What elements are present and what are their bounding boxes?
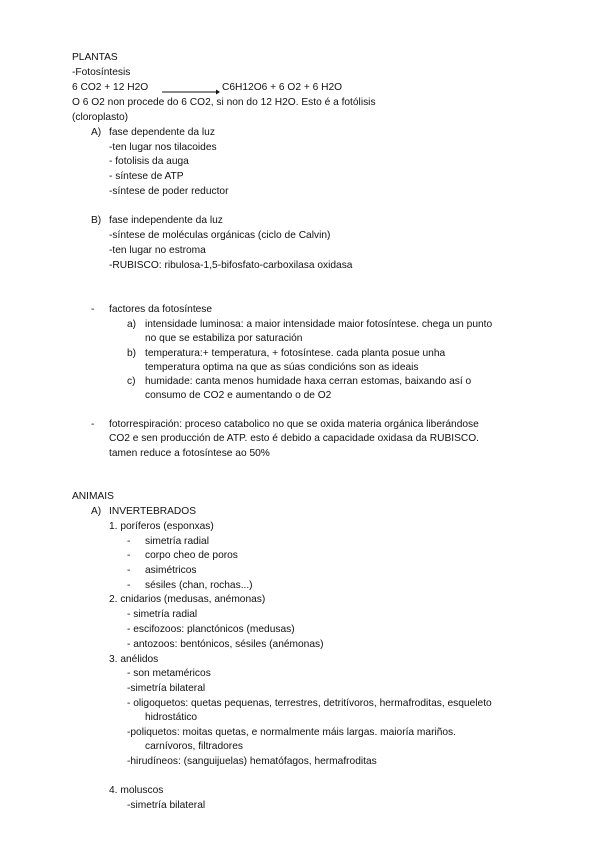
list-item: - antozoos: bentónicos, sésiles (anémonas) bbox=[127, 639, 324, 650]
section-title-plantas: PLANTAS bbox=[72, 52, 118, 63]
factores-title: factores da fotosíntese bbox=[109, 304, 213, 315]
fotorrespiracion-line: CO2 e sen producción de ATP. esto é debido a capacidade oxidasa da RUBISCO. bbox=[109, 433, 479, 444]
reaction-arrow-icon bbox=[162, 88, 220, 96]
factor-luz-line: intensidade luminosa: a maior intensidade maior fotosíntese. chega un punto bbox=[145, 319, 493, 330]
oligoquetos-line: - oligoquetos: quetas pequenas, terrestres, detritívoros, hermafroditas, esqueleto bbox=[127, 698, 492, 709]
fotorrespiracion-line: fotorrespiración: proceso catabolico no que se oxida materia orgánica liberándose bbox=[109, 419, 479, 430]
list-marker: B) bbox=[91, 215, 102, 226]
list-bullet: - bbox=[91, 419, 95, 430]
poliquetos-line: -poliquetos: moitas quetas, e normalmente máis largas. maioría mariños. bbox=[127, 727, 456, 738]
anelidos-title: 3. anélidos bbox=[109, 654, 159, 665]
list-bullet: - bbox=[91, 304, 95, 315]
list-item: -RUBISCO: ribulosa-1,5-bifosfato-carboxilasa oxidasa bbox=[109, 260, 353, 271]
oligoquetos-line: hidrostático bbox=[145, 712, 198, 723]
list-item: - simetría radial bbox=[127, 609, 198, 620]
fase-b-title: fase independente da luz bbox=[109, 215, 223, 226]
list-marker: c) bbox=[127, 376, 136, 387]
list-item: -simetría bilateral bbox=[127, 800, 206, 811]
note-cloroplasto: (cloroplasto) bbox=[72, 112, 129, 123]
list-item: - síntese de ATP bbox=[109, 171, 184, 182]
list-marker: A) bbox=[91, 127, 102, 138]
fotorrespiracion-line: tamen reduce a fotosíntese ao 50% bbox=[109, 448, 270, 459]
list-item: asimétricos bbox=[145, 565, 197, 576]
list-bullet: - bbox=[127, 580, 131, 591]
list-item: -simetría bilateral bbox=[127, 683, 206, 694]
section-title-animais: ANIMAIS bbox=[72, 491, 114, 502]
fase-a-title: fase dependente da luz bbox=[109, 127, 215, 138]
list-item: -ten lugar no estroma bbox=[109, 245, 206, 256]
equation-products: C6H12O6 + 6 O2 + 6 H2O bbox=[222, 82, 343, 93]
note-fotolisis: O 6 O2 non procede do 6 CO2, si non do 12 H2O. Esto é a fotólisis bbox=[72, 97, 376, 108]
hirudineos-line: -hirudíneos: (sanguijuelas) hematófagos, hermafroditas bbox=[127, 756, 377, 767]
factor-luz-line: no que se estabiliza por saturación bbox=[145, 333, 303, 344]
moluscos-title: 4. moluscos bbox=[109, 785, 164, 796]
factor-temperatura-line: temperatura optima na que as súas condicións son as ideais bbox=[145, 362, 419, 373]
list-item: corpo cheo de poros bbox=[145, 550, 238, 561]
factor-humidade-line: humidade: canta menos humidade haxa cerran estomas, baixando así o bbox=[145, 376, 472, 387]
factor-humidade-line: consumo de CO2 e aumentando o de O2 bbox=[145, 390, 332, 401]
list-item: -ten lugar nos tilacoides bbox=[109, 142, 217, 153]
list-marker: b) bbox=[127, 348, 137, 359]
factor-temperatura-line: temperatura:+ temperatura, + fotosíntese. cada planta posue unha bbox=[145, 348, 446, 359]
list-item: sésiles (chan, rochas...) bbox=[145, 580, 253, 591]
invertebrados-title: INVERTEBRADOS bbox=[109, 506, 196, 517]
list-marker: a) bbox=[127, 319, 137, 330]
list-item: -síntese de moléculas orgánicas (ciclo de Calvin) bbox=[109, 230, 331, 241]
list-item: - escifozoos: planctónicos (medusas) bbox=[127, 624, 295, 635]
list-item: simetría radial bbox=[145, 536, 209, 547]
list-marker: A) bbox=[91, 506, 102, 517]
list-item: - son metaméricos bbox=[127, 668, 211, 679]
list-item: - fotolisis da auga bbox=[109, 156, 189, 167]
equation-reactants: 6 CO2 + 12 H2O bbox=[72, 82, 149, 93]
list-bullet: - bbox=[127, 565, 131, 576]
list-bullet: - bbox=[127, 550, 131, 561]
list-bullet: - bbox=[127, 536, 131, 547]
cnidarios-title: 2. cnidarios (medusas, anémonas) bbox=[109, 594, 266, 605]
poliquetos-line: carnívoros, filtradores bbox=[145, 741, 243, 752]
list-item: -síntese de poder reductor bbox=[109, 186, 229, 197]
poriferos-title: 1. poríferos (esponxas) bbox=[109, 521, 214, 532]
subheading-fotosintese: -Fotosíntesis bbox=[72, 67, 131, 78]
